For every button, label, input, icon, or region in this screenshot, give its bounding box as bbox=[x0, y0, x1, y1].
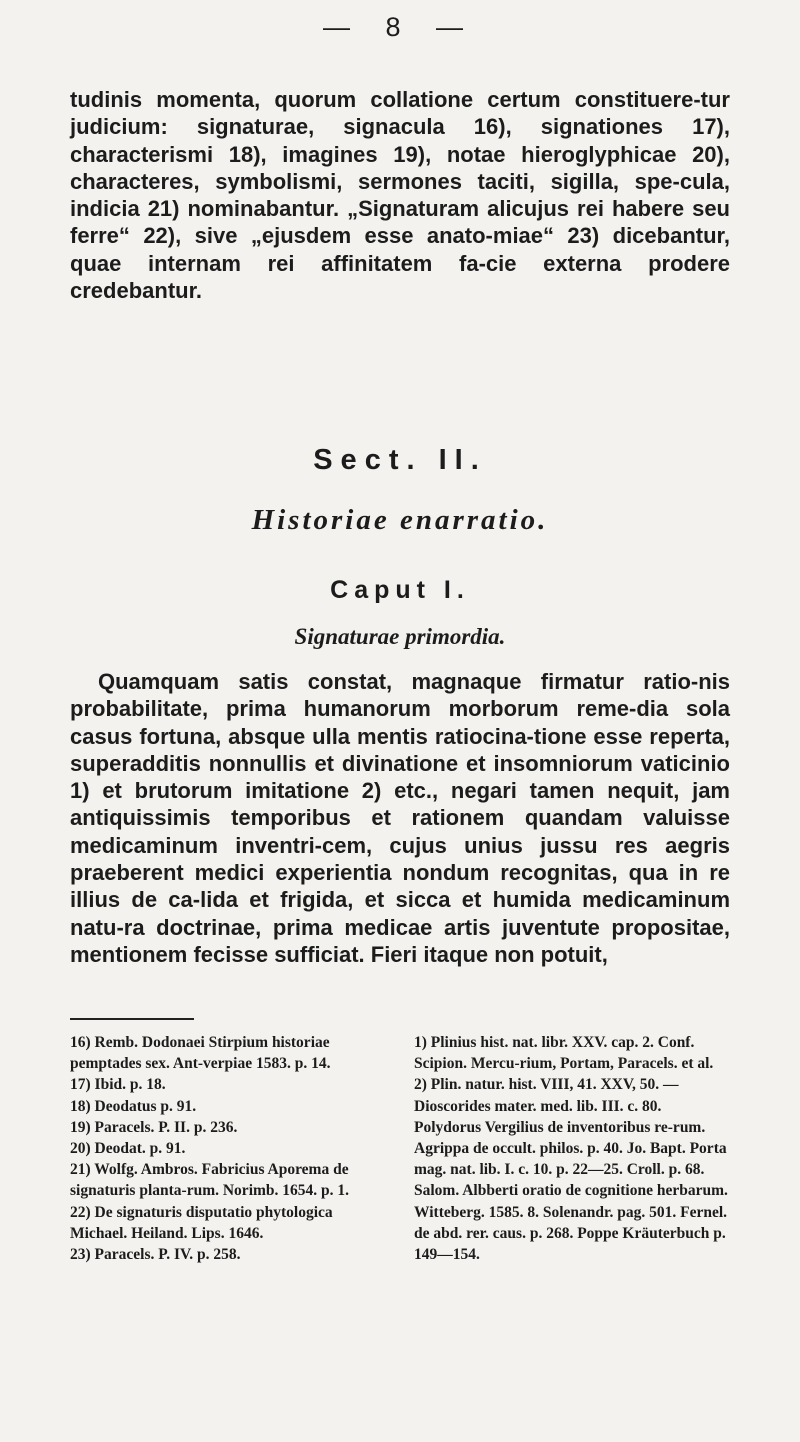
section-subtitle: Historiae enarratio. bbox=[251, 504, 549, 536]
footnote-21: 21) Wolfg. Ambros. Fabricius Aporema de signaturis planta-rum. Norimb. 1654. p. 1. bbox=[70, 1161, 350, 1200]
intro-paragraph bbox=[70, 86, 730, 304]
footnote-16: 16) Remb. Dodonaei Stirpium historiae pemptades sex. Ant-verpiae 1583. p. 14. bbox=[70, 1034, 331, 1073]
chapter-subtitle: Signaturae primordia. bbox=[294, 624, 506, 649]
footnotes-right-column bbox=[414, 1032, 732, 1265]
footnote-19: 19) Paracels. P. II. p. 236. bbox=[70, 1118, 238, 1136]
footnote-1: 1) Plinius hist. nat. libr. XXV. cap. 2. Conf. Scipion. Mercu-rium, Portam, Paracels. et al. bbox=[414, 1034, 714, 1073]
footnote-23: 23) Paracels. P. IV. p. 258. bbox=[70, 1246, 241, 1264]
main-paragraph bbox=[70, 668, 730, 968]
footnotes-left-column bbox=[70, 1032, 388, 1265]
footnote-22: 22) De signaturis disputatio phytologica Michael. Heiland. Lips. 1646. bbox=[70, 1203, 333, 1242]
main-text: Quamquam satis constat, magnaque firmatur ratio-nis probabilitate, prima humanorum morborum reme-dia sola casus fortuna, absque ulla mentis ratiocina-tione esse reperta, superadditis nonnullis et divinatione et insomniorum vaticinio 1) et brutorum imitatione 2) etc., negari tamen nequit, jam antiquissimis temporibus et rationem quandam valuisse medicaminum inventri-cem, cujus unius jussu res aegris praeberent medici experientia nondum recognitas, qua in re illius de ca-lida et frigida, et sicca et humida medicaminum natu-ra doctrinae, prima medicae artis juventute propositae, mentionem fecisse sufficiat. Fieri itaque non potuit, bbox=[70, 669, 730, 967]
footnote-divider bbox=[70, 1018, 194, 1020]
intro-text: tudinis momenta, quorum collatione certum constituere-tur judicium: signaturae, signacula 16), signationes 17), characterismi 18), imagines 19), notae hieroglyphicae 20), characteres, symbolismi, sermones taciti, sigilla, spe-cula, indicia 21) nominabantur. „Signaturam alicujus rei habere seu ferre“ 22), sive „ejusdem esse anato-miae“ 23) dicebantur, quae internam rei affinitatem fa-cie externa prodere credebantur. bbox=[70, 87, 730, 304]
footnote-2: 2) Plin. natur. hist. VIII, 41. XXV, 50. — Dioscorides mater. med. lib. III. c. 80. Polydorus Vergilius de inventoribus re-rum. Agrippa de occult. philos. p. 40. Jo. Bapt. Porta mag. nat. lib. I. c. 10. p. 22—25. Croll. p. 68. Salom. Albberti oratio de cognitione herbarum. Witteberg. 1585. 8. Solenandr. pag. 501. Fernel. de abd. rer. caus. p. 268. Poppe Kräuterbuch p. 149—154. bbox=[414, 1076, 728, 1264]
footnote-18: 18) Deodatus p. 91. bbox=[70, 1097, 197, 1115]
footnote-20: 20) Deodat. p. 91. bbox=[70, 1140, 186, 1158]
chapter-heading: Caput I. bbox=[330, 576, 470, 604]
section-heading: Sect. II. bbox=[313, 444, 487, 476]
page-number: — 8 — bbox=[322, 12, 478, 42]
footnote-17: 17) Ibid. p. 18. bbox=[70, 1076, 166, 1094]
